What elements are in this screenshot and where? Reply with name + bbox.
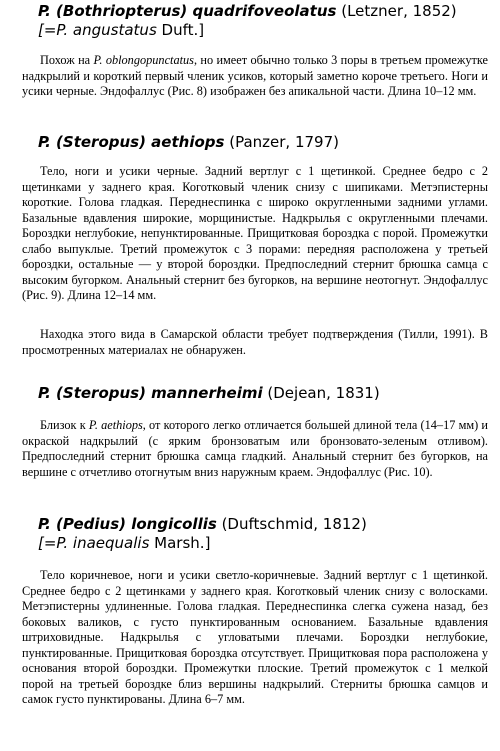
species-author: (Panzer, 1797) xyxy=(229,133,339,151)
species-author: (Duftschmid, 1812) xyxy=(221,515,367,533)
species-description: Тело коричневое, ноги и усики светло-коричневые. Задний вертлуг с 1 щетинкой. Среднее бедро с 2 щетинками у заднего края. Коготковый членик снизу с волосками. Метэпистерны удлиненные. Голова гладкая. Переднеспинка слегка сужена назад, без боковых валиков, с густо пунктированным основанием. Базальные вдавления штриховидные. Надкрылья с угловатыми плечами. Бороздки неглубокие, пунктированные. Прищитковая бороздка отсутствует. Прищитковая пора расположена у основания второй бороздки. Промежутки плоские. Третий промежуток с 1 мелкой порой на третьей бороздке близ вершины надкрылий. Стерниты брюшка самцов и самок густо пунктированы. Длина 6–7 мм. xyxy=(22,568,488,707)
species-header-aethiops xyxy=(38,133,488,152)
species-header-mannerheimi xyxy=(38,384,488,403)
species-description: Близок к P. aethiops, от которого легко отличается большей длиной тела (14–17 мм) и окраской надкрылий (с ярким бронзоватым или бронзовато-зеленым отливом). Предпоследний стернит брюшка самца гладкий. Анальный стернит без бугорков, на вершине с отчетливо отогнутым вниз наружным краем. Эндофаллус (Рис. 10). xyxy=(22,418,489,479)
species-name: P. (Pedius) longicollis xyxy=(38,515,217,533)
species-title xyxy=(38,515,488,534)
species-title xyxy=(38,2,488,21)
synonym-name: [=P. angustatus xyxy=(38,21,157,39)
species-name: P. (Steropus) aethiops xyxy=(38,133,225,151)
species-name: P. (Steropus) mannerheimi xyxy=(38,384,263,402)
species-synonym xyxy=(38,21,488,40)
species-title xyxy=(38,133,488,152)
species-synonym xyxy=(38,534,488,553)
synonym-author: Duft.] xyxy=(156,21,205,39)
species-author: (Letzner, 1852) xyxy=(341,2,457,20)
species-description: Тело, ноги и усики черные. Задний вертлуг с 1 щетинкой. Среднее бедро с 2 щетинками у заднего края. Коготковый членик снизу с шипиками. Метэпистерны короткие. Голова гладкая. Переднеспинка с широко округленными задними углами. Базальные вдавления широкие, морщинистые. Надкрылья с округленными плечами. Бороздки неглубокие, непунктированные. Прищитковая бороздка с порой. Промежутки слабо выпуклые. Третий промежуток с 3 порами: передняя расположена у третьей бороздки, остальные — у второй бороздки. Предпоследний стернит брюшка самца с высоким бугорком. Анальный стернит без бугорков, на вершине неотогнут. Эндофаллус (Рис. 9). Длина 12–14 мм. xyxy=(22,164,488,303)
species-header-quadrifoveolatus xyxy=(38,2,488,40)
synonym-name: [=P. inaequalis xyxy=(38,534,150,552)
species-title xyxy=(38,384,488,403)
species-note: Находка этого вида в Самарской области требует подтверждения (Тилли, 1991). В просмотренных материалах не обнаружен. xyxy=(22,327,488,357)
species-header-longicollis xyxy=(38,515,488,553)
species-name: P. (Bothriopterus) quadrifoveolatus xyxy=(38,2,337,20)
species-author: (Dejean, 1831) xyxy=(267,384,380,402)
species-description: Похож на P. oblongopunctatus, но имеет обычно только 3 поры в третьем промежутке надкрылий и короткий первый членик усиков, который заметно короче третьего. Ноги и усики черные. Эндофаллус (Рис. 8) изображен без апикальной части. Длина 10–12 мм. xyxy=(22,53,488,99)
synonym-author: Marsh.] xyxy=(149,534,211,552)
